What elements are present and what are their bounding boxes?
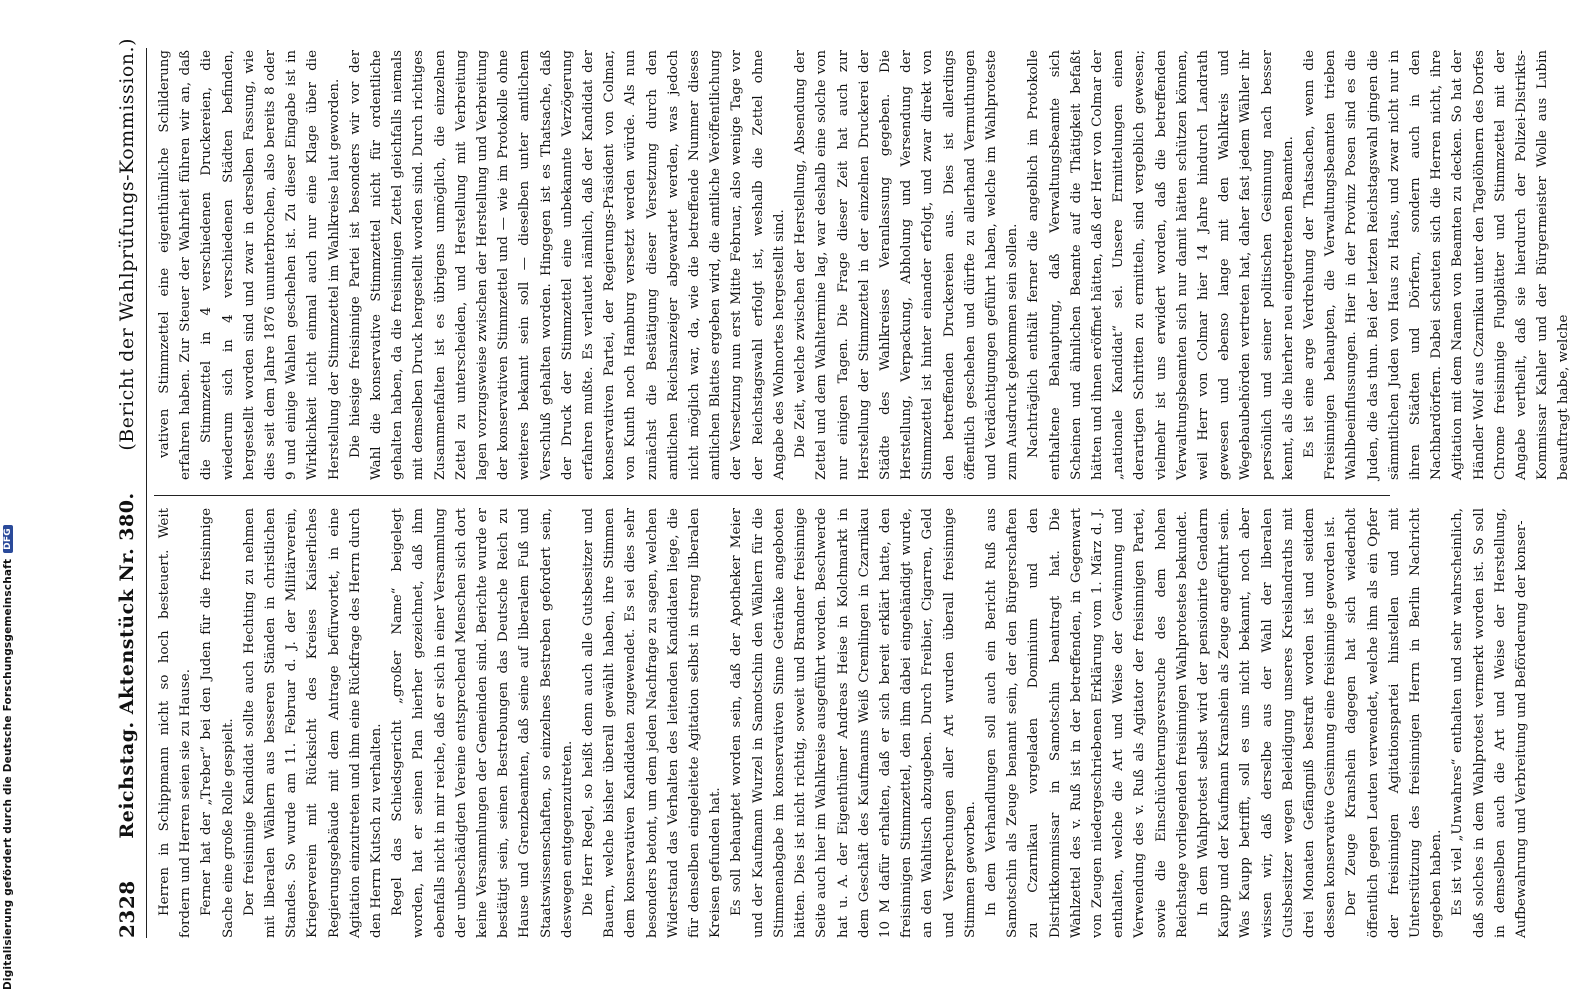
header-title: Reichstag. Aktenstück Nr. 380. bbox=[116, 492, 138, 839]
dfg-logo: DFG bbox=[3, 525, 13, 553]
footer-strip bbox=[0, 0, 16, 1000]
paragraph: Es soll behauptet worden sein, daß der Apotheker Meier und der Kaufmann Wurzel in Samotschin den Wählern für die Stimmenabgabe im konservativen Sinne Getränke angeboten hätten. Dies ist nicht richtig, soweit und Brandner freisinnige Seite auch hier im Wahlkreise ausgeführt worden. Beschwerde hat u. A. der Eigenthümer Andreas Heise in Kolchmarkt in dem Geschäft des Kaufmanns Weiß Cremlingen in Czarnikau 10 M dafür erhalten, daß er sich bereit erklärt hatte, den freisinnigen Stimmzettel, den ihm dabei eingehändigt wurde, an den Wahltisch abzugeben. Durch Freibier, Cigarren, Geld und Versprechungen aller Art wurden überall freisinnige Stimmen geworben. bbox=[729, 508, 978, 938]
left-column bbox=[154, 508, 1529, 938]
footer-credit bbox=[2, 525, 14, 990]
paragraph: Regel das Schiedsgericht „großer Name“ beigelegt worden, hat er seinen Plan hierher gezeichnet, daß ihm ebenfalls nicht in mir reiche, daß er sich in einer Versammlung der unbeschädigten Vereine entsprechend Menschen sich dort keine Versammlungen der Gemeinden sind. Berichte wurde er bestätigt sein, seinen Bestrebungen das Deutsche Reich zu Hause und Grenzbeamten, daß seine auf liberalem Fuß und Staatswissenschaften, so einzelnes Bestreben gefordert sein, deswegen entgegenzutreten. bbox=[390, 508, 575, 938]
paragraph: In dem Verhandlungen soll auch ein Bericht Ruß aus Samotschin als Zeuge benannt sein, der den Bürgerschaften zu Czarnikau vorgeladen Dominium und den Distriktkommissar in Samotschin beantragt hat. Die Wahlzettel des v. Ruß ist in der betreffenden, in Gegenwart von Zeugen niedergeschriebenen Erklärung vom 1. März d. J. enthalten, welche die Art und Weise der Gewinnung und Verwendung des v. Ruß als Agitator der freisinnigen Partei, sowie die Einschüchterungsversuche des dem hohen Reichstage vorliegenden freisinnigen Wahlprotestes bekundet. bbox=[983, 508, 1190, 938]
paragraph: Die Herr Regel, so heißt denn auch alle Gutsbesitzer und Bauern, welche bisher überall gewählt haben, ihre Stimmen dem konservativen Kandidaten zugewendet. Es sei dies sehr besonders betont, um dem jeden Nachfrage zu sagen, welchen Widerstand das Verhalten des leitenden Kandidaten liege, die für denselben eingeleitete Agitation selbst in streng liberalen Kreisen gefunden hat. bbox=[581, 508, 724, 938]
right-column bbox=[154, 49, 1572, 480]
header-rule bbox=[146, 48, 147, 938]
paragraph: Ferner hat der „Treber“ bei den Juden für die freisinnige Sache eine große Rolle gespielt. bbox=[199, 508, 236, 938]
rotated-page-content bbox=[110, 0, 1572, 1000]
paragraph: Herren in Schippmann nicht so hoch besteuert. Weit fordern und Herren seien sie zu Hause. bbox=[157, 508, 194, 938]
running-header bbox=[110, 38, 144, 938]
header-section: (Bericht der Wahlprüfungs-Kommission.) bbox=[116, 38, 138, 451]
credit-text: Digitalisierung gefördert durch die Deutsche Forschungsgemeinschaft bbox=[2, 558, 14, 990]
paragraph: Der freisinnige Kandidat sollte auch Hechting zu nehmen mit liberalen Wählern aus besseren Ständen in christlichen Standes. So wurde am 11. Februar d. J. der Militärverein, Kriegerverein mit Rücksicht des Kreises Kaiserliches Regierungsgebäude mit dem Antrage befürwortet, in eine Agitation einzutreten und ihm eine Rückfrage des Herrn durch den Herrn Kutsch zu verhalten. bbox=[241, 508, 385, 938]
paragraph: In dem Wahlprotest selbst wird der pensionirte Gendarm Kaupp und der Kaufmann Kranshein als Zeuge angeführt sein. Was Kaupp betrifft, soll es uns nicht bekannt, noch aber wissen wir, daß derselbe aus der Wahl der liberalen Gutsbesitzer wegen Beleidigung unseres Kreislandraths mit drei Monaten Gefängniß bestraft worden ist und seitdem dessen konservative Gesinnung eine freisinnige geworden ist. bbox=[1195, 508, 1339, 938]
paragraph: Die hiesige freisinnige Partei ist besonders wir vor der Wahl die konservative Stimmzettel nicht für ordentliche gehalten haben, da die freisinnigen Zettel gleichfalls niemals mit demselben Druck hergestellt worden sind. Durch richtiges Zusammenfalten ist es übrigens unmöglich, die einzelnen Zettel zu unterscheiden, und Herstellung mit Verbreitung lagen vorzugsweise zwischen der Herstellung und Verbreitung der konservativen Stimmzettel und — wie im Protokolle ohne weiteres bekannt sein soll — dieselben unter amtlichem Verschluß gehalten worden. Hingegen ist es Thatsache, daß der Druck der Stimmzettel eine unbekannte Verzögerung erfahren mußte. Es verlautet nämlich, daß der Kandidat der konservativen Partei, der Regierungs-Präsident von Colmar, von Kunth noch Hamburg versetzt werden würde. Als nun zunächst die Bestätigung dieser Versetzung durch den amtlichen Reichsanzeiger abgewartet werden, was jedoch nicht möglich war, da, wie die betreffende Nummer dieses amtlichen Blattes ergeben wird, die amtliche Veröffentlichung der Versetzung nun erst Mitte Februar, also wenige Tage vor der Reichstagswahl erfolgt ist, weshalb die Zettel ohne Angabe des Wohnortes hergestellt sind. bbox=[347, 50, 787, 480]
paragraph: Es ist eine arge Verdrehung der Thatsachen, wenn die Freisinnigen behaupten, die Verwaltungsbeamten trieben Wahlbeeinflussungen. Hier in der Provinz Posen sind es die Juden, die das thun. Bei der letzten Reichstagswahl gingen die sämmtlichen Juden von Haus zu Haus, und zwar nicht nur in ihren Städten und Dörfern, sondern auch in den Nachbardörfern. Dabei scheuten sich die Herren nicht, ihre Agitation mit dem Namen von Beamten zu decken. So hat der Händler Wolf aus Czarnikau unter den Tagelöhnern des Dorfes Chrome freisinnige Flugblätter und Stimmzettel mit der Angabe vertheilt, daß sie hierdurch der Polizei-Distrikts-Kommissar Kahler und der Bürgermeister Wolle aus Lubin beauftragt habe, welche bbox=[1301, 50, 1572, 480]
paragraph: Der Zeuge Kranshein dagegen hat sich wiederholt öffentlich gegen Leuten verwendet, welche ihm als ein Opfer der freisinnigen Agitationspartei hinstellen und mit Unterstützung des freisinnigen Herrn in Berlin Nachricht gegeben haben. bbox=[1344, 508, 1445, 938]
paragraph: Die Zeit, welche zwischen der Herstellung, Absendung der Zettel und dem Wahltermine lag, war deshalb eine solche von nur einigen Tagen. Die Frage dieser Zeit hat auch zur Herstellung der Stimmzettel in der einzelnen Druckerei der Städte des Wahlkreises Veranlassung gegeben. Die Herstellung, Verpackung, Abholung und Versendung der Stimmzettel ist hinter einander erfolgt, und zwar direkt von den betreffenden Druckereien aus. Dies ist allerdings öffentlich geschehen und dürfte zu allerhand Vermuthungen und Verdächtigungen geführt haben, welche im Wahlproteste zum Ausdruck gekommen sein sollen. bbox=[793, 50, 1021, 480]
paragraph: vativen Stimmzettel eine eigenthümliche Schilderung erfahren haben. Zur Steuer der Wahrheit führen wir an, daß die Stimmzettel in 4 verschiedenen Druckereien, die wiederum sich in 4 verschiedenen Städten befinden, hergestellt worden sind und zwar in derselben Fassung, wie dies seit dem Jahre 1876 ununterbrochen, also bereits 8 oder 9 und einige Wahlen geschehen ist. Zu dieser Eingabe ist in Wirklichkeit nicht einmal auch nur eine Klage über die Herstellung der Stimmzettel im Wahlkreise laut geworden. bbox=[157, 50, 342, 480]
paragraph: Nachträglich enthält ferner die angeblich im Protokolle enthaltene Behauptung, daß Verwaltungsbeamte sich Scheinen und ähnlichen Beamte auf die Thätigkeit befaßt hätten und ihnen eröffnet hätten, daß der Herr von Colmar der „nationale Kandidat“ sei. Unsere Ermittelungen einen derartigen Schritten zu ermitteln, sind vergeblich gewesen; vielmehr ist uns erwidert worden, daß die betreffenden Verwaltungsbeamten sich nur damit hätten schützen können, weil Herr von Colmar hier 14 Jahre hindurch Landrath gewesen und ebenso lange mit den Wahlkreis und Wegebaubehörden vertreten hat, daher fast jedem Wähler ihr persönlich und seiner politischen Gesinnung nach besser kennt, als die hierher neu eingetretenen Beamten. bbox=[1026, 49, 1296, 480]
paragraph: Es ist viel „Unwahres“ enthalten und sehr wahrscheinlich, daß solches in dem Wahlprotest vermerkt worden ist. So soll in demselben auch die Art und Weise der Herstellung, Aufbewahrung und Verbreitung und Beförderung der konser- bbox=[1450, 508, 1529, 938]
page-number: 2328 bbox=[115, 880, 139, 938]
column-separator bbox=[154, 495, 1390, 496]
